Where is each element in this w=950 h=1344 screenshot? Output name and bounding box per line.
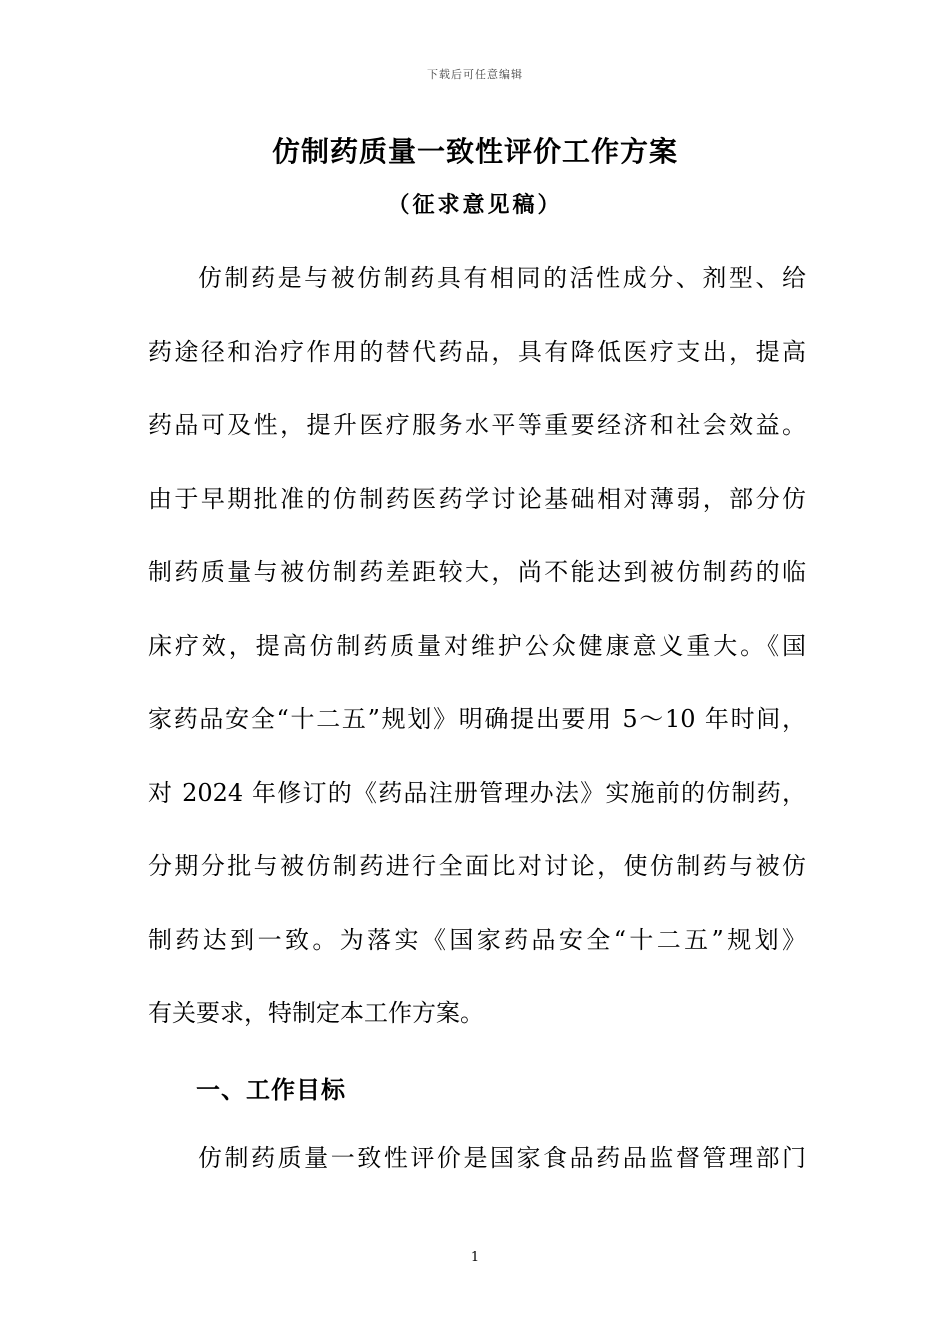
paragraph-line: 床疗效，提高仿制药质量对维护公众健康意义重大。《国 <box>148 631 806 660</box>
document-subtitle: （征求意见稿） <box>387 193 563 218</box>
paragraph-line: 药途径和治疗作用的替代药品，具有降低医疗支出，提高 <box>148 337 806 366</box>
header-note: 下载后可任意编辑 <box>427 68 523 81</box>
paragraph-line: 仿制药质量一致性评价是国家食品药品监督管理部门 <box>198 1144 806 1172</box>
paragraph-line: 由于早期批准的仿制药医药学讨论基础相对薄弱，部分仿 <box>148 484 806 513</box>
paragraph-line: 对 2024 年修订的《药品注册管理办法》实施前的仿制药， <box>148 778 806 807</box>
paragraph-line: 制药达到一致。为落实《国家药品安全“十二五”规划》 <box>148 925 806 954</box>
paragraph-line: 仿制药是与被仿制药具有相同的活性成分、剂型、给 <box>198 264 806 292</box>
paragraph-line: 有关要求，特制定本工作方案。 <box>148 999 484 1027</box>
paragraph-line: 家药品安全“十二五”规划》明确提出要用 5～10 年时间， <box>148 705 806 733</box>
paragraph-intro <box>148 254 806 1063</box>
paragraph-line: 制药质量与被仿制药差距较大，尚不能达到被仿制药的临 <box>148 558 806 586</box>
paragraph-line: 药品可及性，提升医疗服务水平等重要经济和社会效益。 <box>148 411 806 439</box>
document-title: 仿制药质量一致性评价工作方案 <box>271 135 678 168</box>
section-heading-goals: 一、工作目标 <box>196 1076 346 1104</box>
paragraph-goals <box>148 1134 806 1208</box>
paragraph-line: 分期分批与被仿制药进行全面比对讨论，使仿制药与被仿 <box>148 852 806 880</box>
page-number: 1 <box>470 1250 480 1265</box>
